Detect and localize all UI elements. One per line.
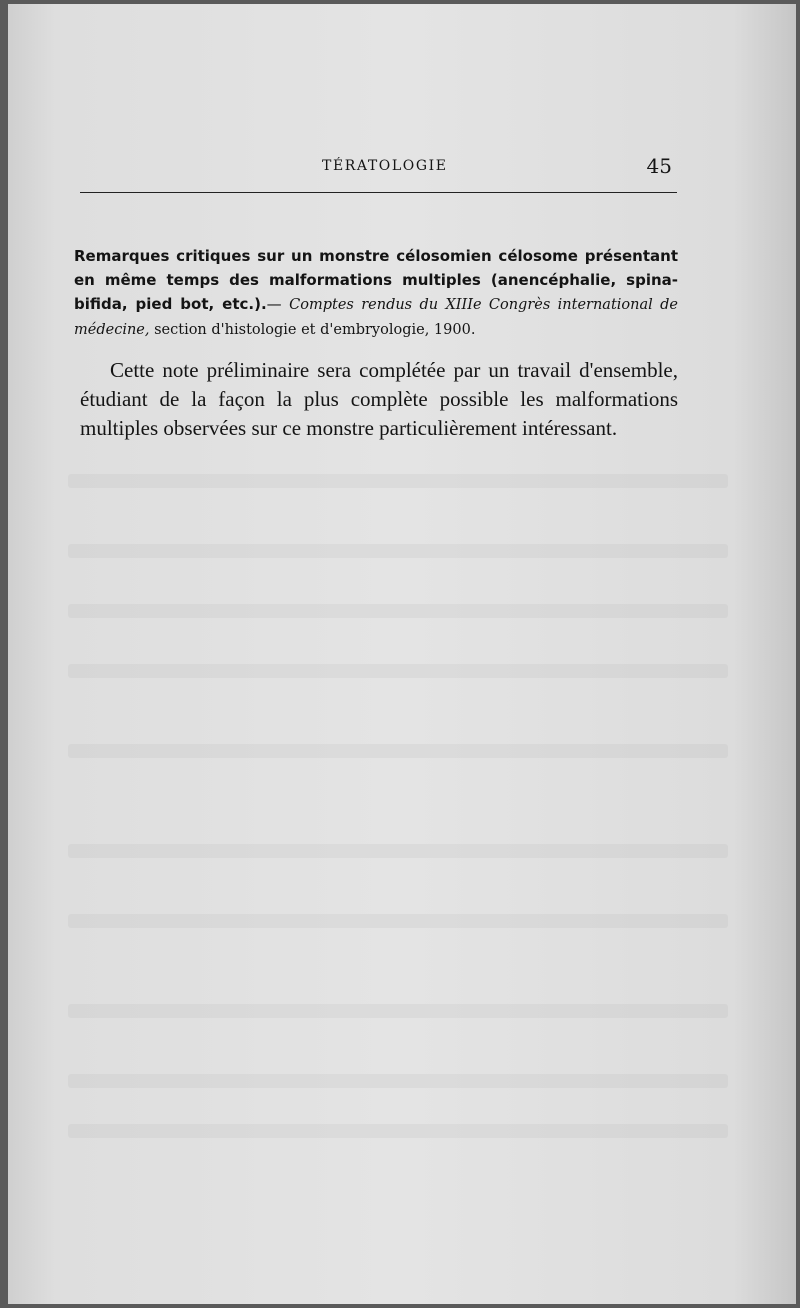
entry-title: Remarques critiques sur un monstre célosomien célosome présentant en même temps des malformations multiples (anencéphalie, spina-bifida, pied bot, etc.). xyxy=(74,247,678,313)
show-through-line xyxy=(68,544,728,558)
show-through-line xyxy=(68,1004,728,1018)
header-rule xyxy=(80,192,677,193)
show-through-line xyxy=(68,844,728,858)
running-head xyxy=(74,154,672,184)
body-paragraph: Cette note préliminaire sera complétée par un travail d'ensemble, étudiant de la façon la plus complète possible les malformations multiples observées sur ce monstre particulièrement intéressant. xyxy=(80,358,678,440)
running-title: TÉRATOLOGIE xyxy=(322,158,448,174)
show-through-line xyxy=(68,664,728,678)
entry-details: section d'histologie et d'embryologie, 1900. xyxy=(149,322,476,338)
show-through-line xyxy=(68,1074,728,1088)
page-number: 45 xyxy=(646,154,672,178)
show-through-line xyxy=(68,744,728,758)
show-through-line xyxy=(68,474,728,488)
document-page xyxy=(8,4,796,1304)
show-through-line xyxy=(68,604,728,618)
show-through-line xyxy=(68,914,728,928)
entry-journal: Comptes rendus du XIIIe Congrès international de médecine, xyxy=(74,297,678,338)
entry-dash: — xyxy=(266,295,290,313)
show-through-line xyxy=(68,1124,728,1138)
bibliography-entry xyxy=(74,244,678,342)
